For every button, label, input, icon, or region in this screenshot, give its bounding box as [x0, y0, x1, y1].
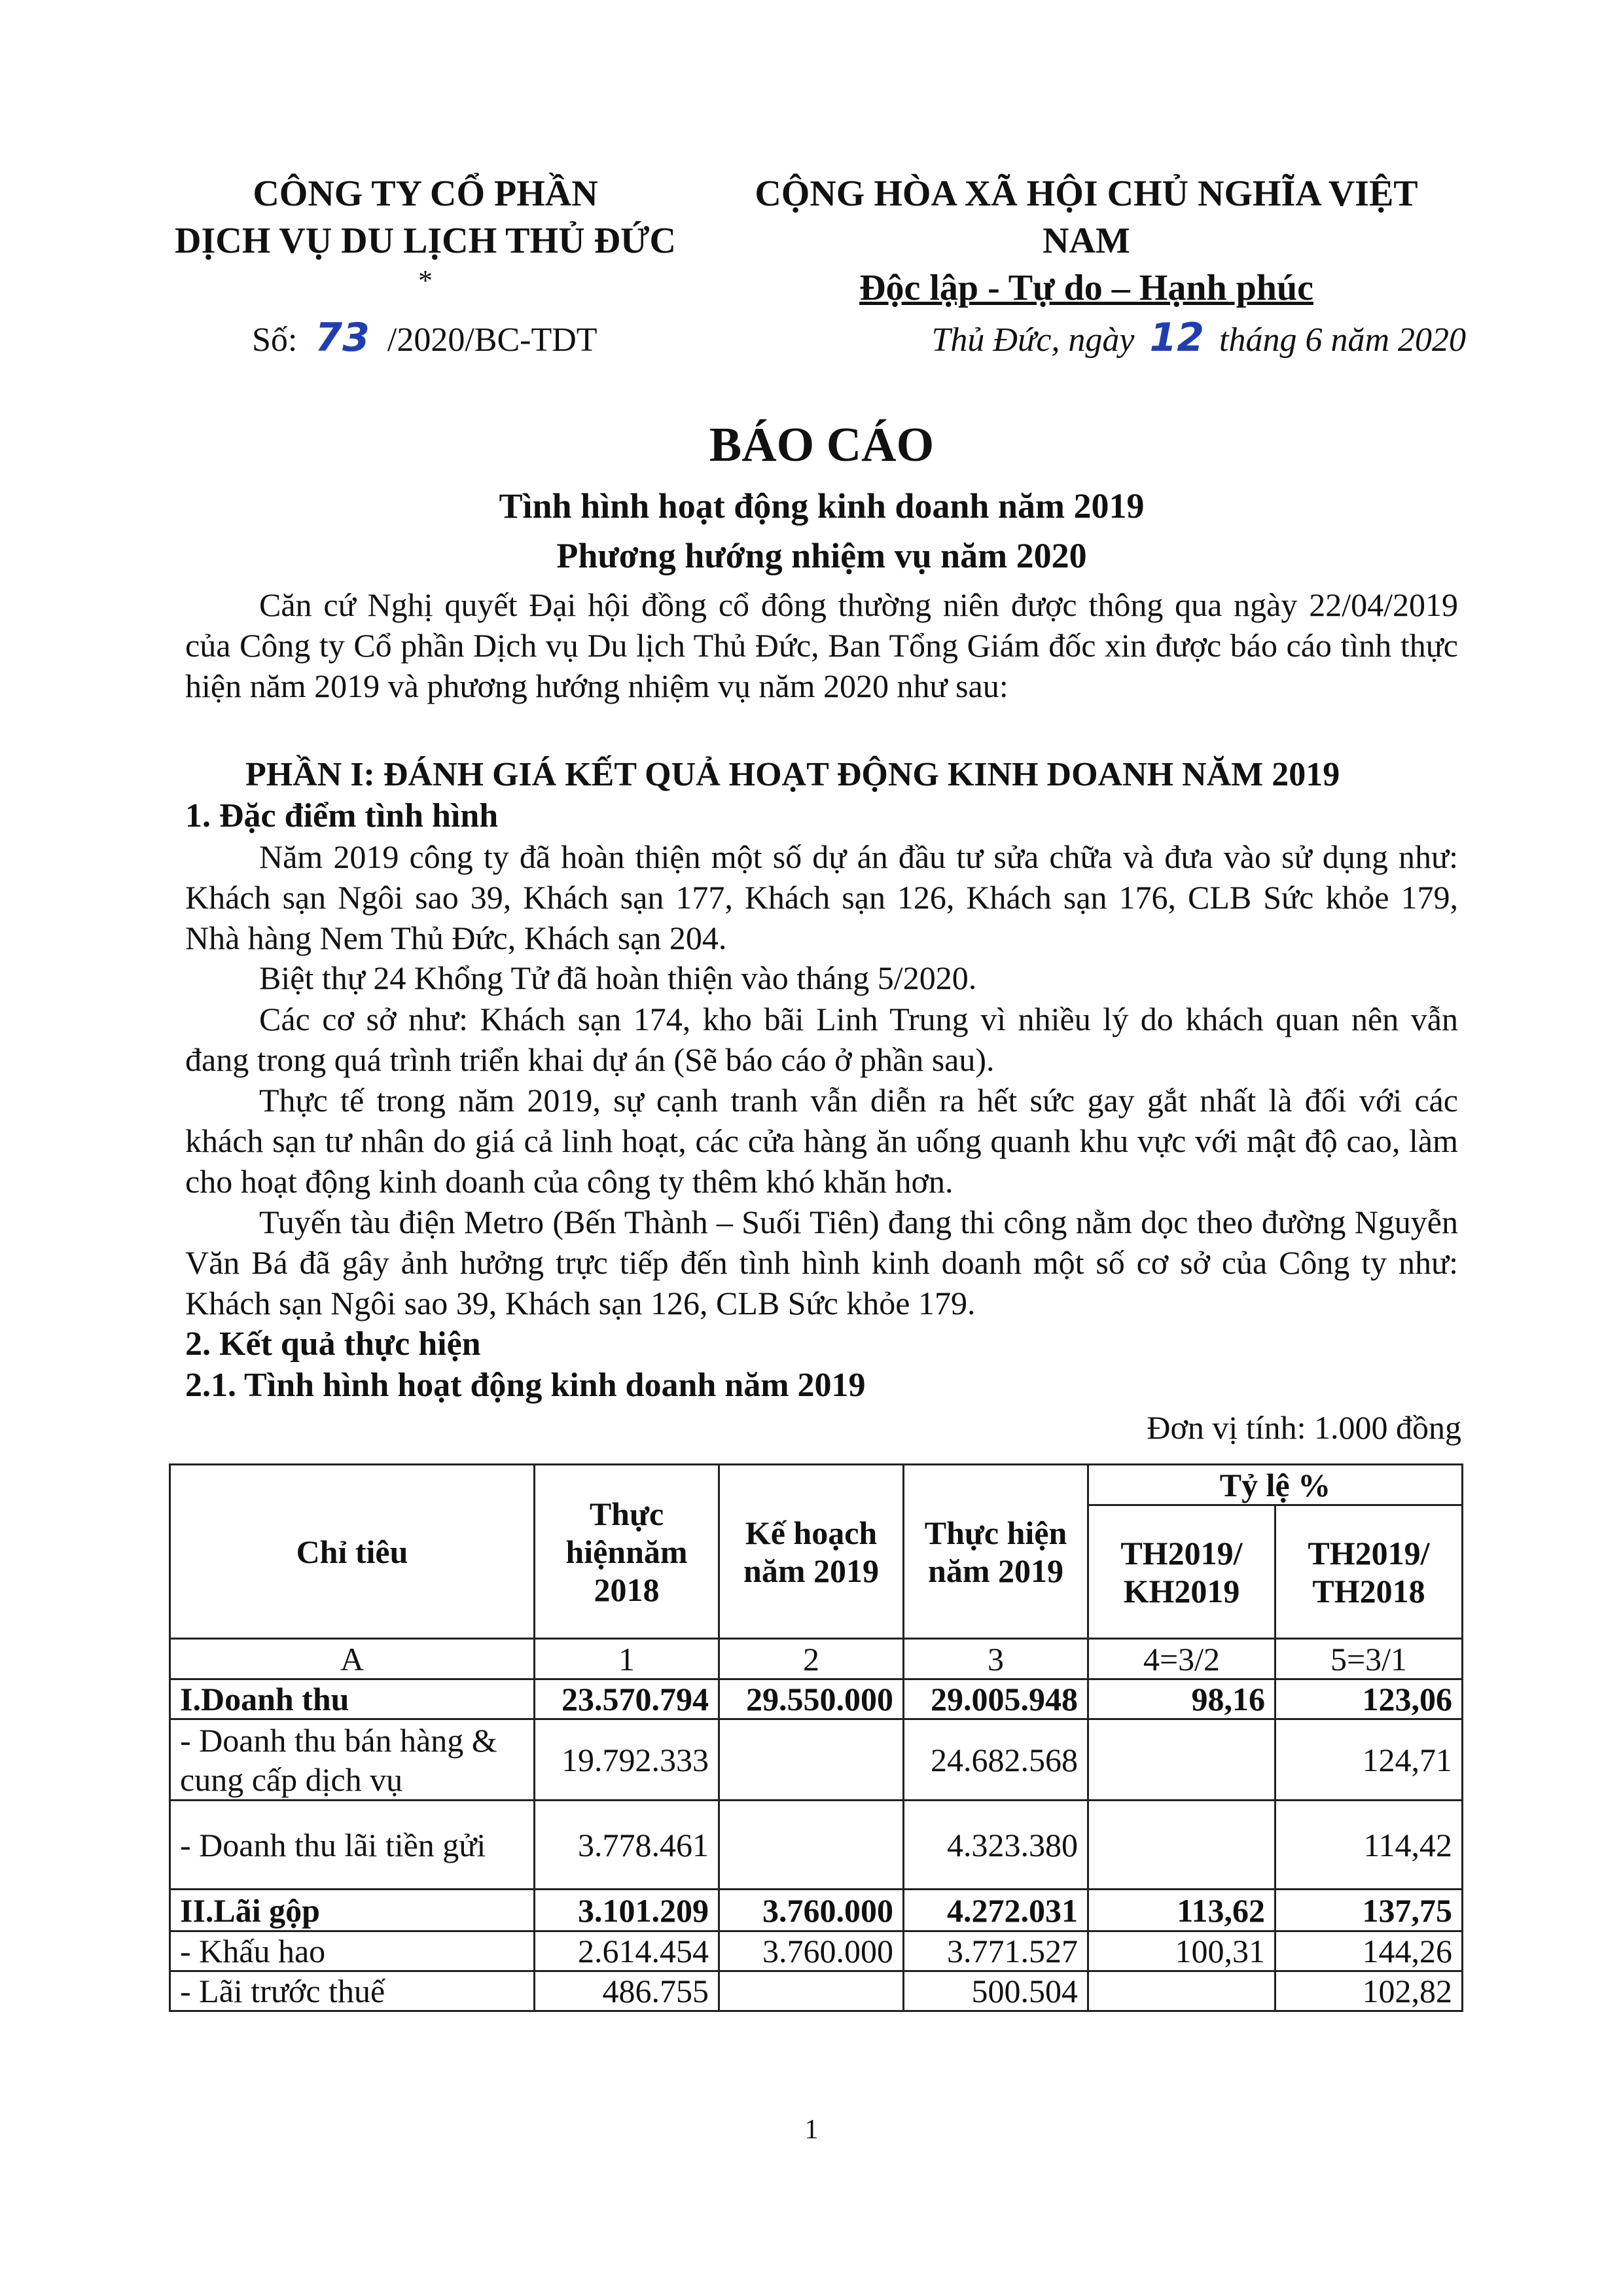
- value-plan-2019: 29.550.000: [719, 1679, 904, 1719]
- value-actual-2018: 19.792.333: [535, 1719, 719, 1801]
- index-cell: 5=3/1: [1275, 1639, 1463, 1679]
- value-actual-2019: 4.272.031: [904, 1890, 1088, 1931]
- table-row: [170, 1971, 1463, 2011]
- value-actual-2018: 486.755: [535, 1971, 719, 2011]
- table-row: [170, 1801, 1463, 1890]
- header-actual-2019: Thực hiện năm 2019: [904, 1465, 1088, 1639]
- value-actual-2019: 500.504: [904, 1971, 1088, 2011]
- document-date: [877, 317, 1466, 361]
- value-ratio-prev-year: 102,82: [1275, 1971, 1463, 2011]
- index-cell: 1: [535, 1639, 719, 1679]
- value-actual-2018: 2.614.454: [535, 1931, 719, 1971]
- company-name-block: [151, 170, 700, 297]
- table-row: [170, 1890, 1463, 1931]
- value-actual-2018: 3.778.461: [535, 1801, 719, 1890]
- value-ratio-prev-year: 144,26: [1275, 1931, 1463, 1971]
- value-ratio-prev-year: 114,42: [1275, 1801, 1463, 1890]
- row-label: - Doanh thu bán hàng & cung cấp dịch vụ: [170, 1719, 535, 1801]
- table-header-row-1: [170, 1465, 1463, 1505]
- unit-note: Đơn vị tính: 1.000 đồng: [1147, 1409, 1461, 1446]
- header-ratio-group: Tỷ lệ %: [1088, 1465, 1463, 1505]
- section1-paragraph-4: Thực tế trong năm 2019, sự cạnh tranh vẫn diễn ra hết sức gay gắt nhất là đối với các khách sạn tư nhân do giá cả linh hoạt, các cửa hàng ăn uống quanh khu vực với mật độ cao, làm cho hoạt động kinh doanh của công ty thêm khó khăn hơn.: [185, 1082, 1458, 1200]
- value-actual-2019: 24.682.568: [904, 1719, 1088, 1801]
- section1-paragraph-3: Các cơ sở như: Khách sạn 174, kho bãi Linh Trung vì nhiều lý do khách quan nên vẫn đang trong quá trình triển khai dự án (Sẽ báo cáo ở phần sau).: [185, 1001, 1458, 1078]
- header-star: *: [418, 264, 433, 296]
- value-plan-2019: [719, 1801, 904, 1890]
- doc-number-prefix: Số:: [252, 321, 298, 359]
- section2-heading: 2. Kết quả thực hiện: [185, 1325, 481, 1363]
- value-ratio-prev-year: 123,06: [1275, 1679, 1463, 1719]
- value-actual-2019: 3.771.527: [904, 1931, 1088, 1971]
- business-results-table: [169, 1463, 1463, 2012]
- national-title: CỘNG HÒA XÃ HỘI CHỦ NGHĨA VIỆT NAM: [755, 173, 1418, 261]
- value-actual-2019: 29.005.948: [904, 1679, 1088, 1719]
- value-ratio-plan: 113,62: [1088, 1890, 1275, 1931]
- index-cell: 4=3/2: [1088, 1639, 1275, 1679]
- part1-heading: PHẦN I: ĐÁNH GIÁ KẾT QUẢ HOẠT ĐỘNG KINH DOANH NĂM 2019: [245, 756, 1340, 793]
- value-ratio-plan: 98,16: [1088, 1679, 1275, 1719]
- section2-1-heading: 2.1. Tình hình hoạt động kinh doanh năm 2019: [185, 1367, 866, 1404]
- value-ratio-plan: [1088, 1971, 1275, 2011]
- value-actual-2018: 23.570.794: [535, 1679, 719, 1719]
- row-label: - Doanh thu lãi tiền gửi: [170, 1801, 535, 1890]
- value-plan-2019: [719, 1719, 904, 1801]
- index-cell: 3: [904, 1639, 1088, 1679]
- value-ratio-prev-year: 124,71: [1275, 1719, 1463, 1801]
- section1-heading: 1. Đặc điểm tình hình: [185, 797, 499, 834]
- report-subtitle-1: Tình hình hoạt động kinh doanh năm 2019: [499, 486, 1145, 526]
- header-criteria: Chỉ tiêu: [170, 1465, 535, 1639]
- table-index-row: [170, 1639, 1463, 1679]
- report-subtitle-2: Phương hướng nhiệm vụ năm 2020: [556, 536, 1087, 575]
- header-ratio-plan: TH2019/ KH2019: [1088, 1505, 1275, 1639]
- header-ratio-prev-year: TH2019/ TH2018: [1275, 1505, 1463, 1639]
- value-actual-2018: 3.101.209: [535, 1890, 719, 1931]
- doc-number-handwritten: 73: [315, 315, 370, 361]
- intro-paragraph: Căn cứ Nghị quyết Đại hội đồng cổ đông thường niên được thông qua ngày 22/04/2019 của Công ty Cổ phần Dịch vụ Du lịch Thủ Đức, Ban Tổng Giám đốc xin được báo cáo tình thực hiện năm 2019 và phương hướng nhiệm vụ năm 2020 như sau:: [185, 586, 1458, 704]
- report-title: BÁO CÁO: [709, 418, 935, 472]
- header-plan-2019: Kế hoạch năm 2019: [719, 1465, 904, 1639]
- value-actual-2019: 4.323.380: [904, 1801, 1088, 1890]
- page-number: 1: [804, 2115, 819, 2145]
- doc-date-prefix: Thủ Đức, ngày: [931, 321, 1135, 359]
- national-motto-block: [707, 170, 1466, 312]
- company-name-line1: CÔNG TY CỔ PHẦN: [253, 173, 598, 214]
- table-row: [170, 1931, 1463, 1971]
- row-label: II.Lãi gộp: [170, 1890, 535, 1931]
- header-actual-2018: Thực hiệnnăm 2018: [535, 1465, 719, 1639]
- section1-paragraph-2: Biệt thự 24 Khổng Tử đã hoàn thiện vào tháng 5/2020.: [259, 960, 977, 996]
- index-cell: A: [170, 1639, 535, 1679]
- company-name-line2: DỊCH VỤ DU LỊCH THỦ ĐỨC: [175, 221, 676, 261]
- table-row: [170, 1679, 1463, 1719]
- value-ratio-prev-year: 137,75: [1275, 1890, 1463, 1931]
- value-ratio-plan: [1088, 1801, 1275, 1890]
- section1-paragraph-5: Tuyến tàu điện Metro (Bến Thành – Suối Tiên) đang thi công nằm dọc theo đường Nguyễn Văn Bá đã gây ảnh hưởng trực tiếp đến tình hình kinh doanh một số cơ sở của Công ty như: Khách sạn Ngôi sao 39, Khách sạn 126, CLB Sức khỏe 179.: [185, 1204, 1458, 1321]
- value-ratio-plan: [1088, 1719, 1275, 1801]
- value-plan-2019: 3.760.000: [719, 1931, 904, 1971]
- row-label: I.Doanh thu: [170, 1679, 535, 1719]
- doc-date-suffix: tháng 6 năm 2020: [1219, 321, 1466, 359]
- section1-paragraph-1: Năm 2019 công ty đã hoàn thiện một số dự án đầu tư sửa chữa và đưa vào sử dụng như: Khách sạn Ngôi sao 39, Khách sạn 177, Khách sạn 126, Khách sạn 176, CLB Sức khỏe 179, Nhà hàng Nem Thủ Đức, Khách sạn 204.: [185, 838, 1458, 956]
- value-plan-2019: [719, 1971, 904, 2011]
- table-row: [170, 1719, 1463, 1801]
- national-motto: Độc lập - Tự do – Hạnh phúc: [859, 268, 1313, 308]
- doc-number-suffix: /2020/BC-TDT: [387, 321, 597, 359]
- row-label: - Lãi trước thuế: [170, 1971, 535, 2011]
- row-label: - Khấu hao: [170, 1931, 535, 1971]
- index-cell: 2: [719, 1639, 904, 1679]
- value-ratio-plan: 100,31: [1088, 1931, 1275, 1971]
- doc-date-handwritten-day: 12: [1149, 315, 1204, 361]
- document-number: [252, 317, 710, 361]
- value-plan-2019: 3.760.000: [719, 1890, 904, 1931]
